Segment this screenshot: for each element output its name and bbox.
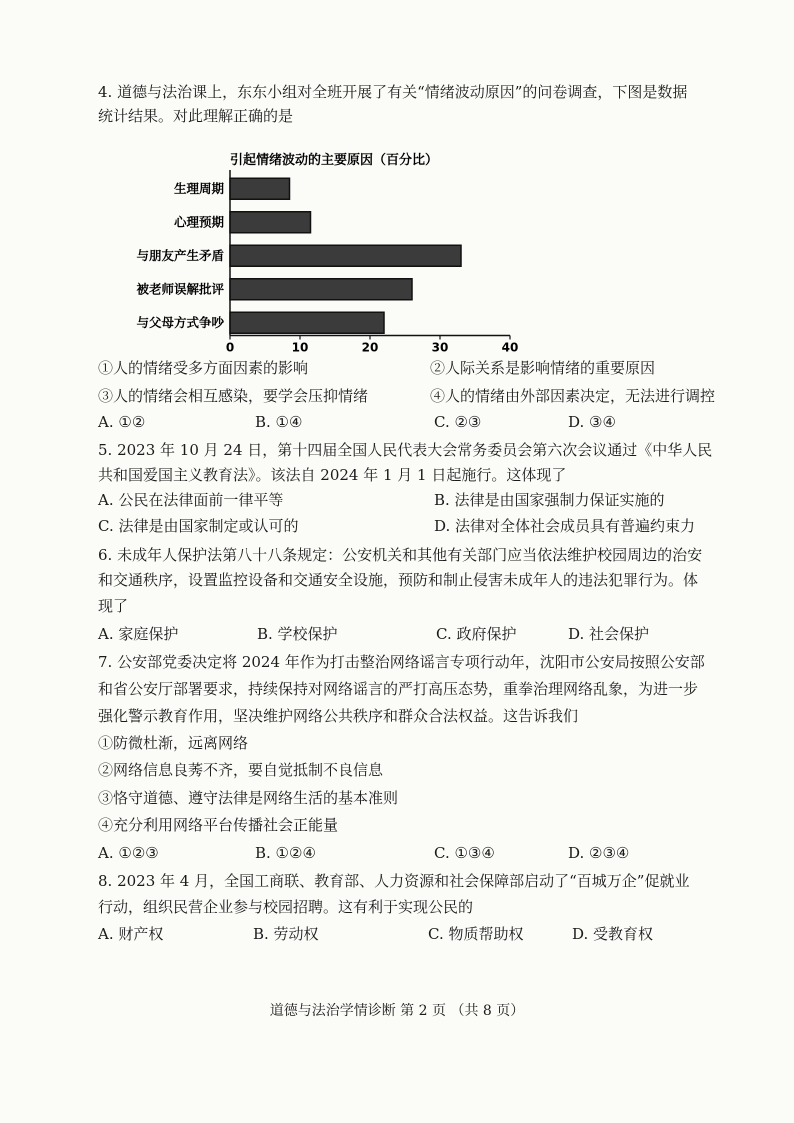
q5-option-d[interactable]: D. 法律对全体社会成员具有普遍约束力 [434,517,696,535]
q7-stem-line1: 7. 公安部党委决定将 2024 年作为打击整治网络谣言专项行动年，沈阳市公安局按照公安部 [98,653,705,671]
q4-option-d[interactable]: D. ③④ [568,413,616,431]
q8-option-d[interactable]: D. 受教育权 [572,925,654,943]
q5-option-a[interactable]: A. 公民在法律面前一律平等 [98,491,284,509]
x-tick-label-0: 0 [225,340,235,355]
q7-statement-2: ②网络信息良莠不齐，要自觉抵制不良信息 [98,761,384,779]
x-tick-label-40: 40 [501,340,519,355]
bar-4 [230,279,412,300]
q4-statement-2: ②人际关系是影响情绪的重要原因 [430,359,656,377]
emotion-cause-chart [100,146,530,355]
x-tick-label-20: 20 [361,340,379,355]
category-label-2: 心理预期 [173,214,224,230]
q7-option-a[interactable]: A. ①②③ [98,844,159,862]
q7-option-b[interactable]: B. ①②④ [255,844,316,862]
x-tick-label-10: 10 [291,340,309,355]
q8-stem-line1: 8. 2023 年 4 月，全国工商联、教育部、人力资源和社会保障部启动了“百城万企”促就业 [98,872,690,890]
q7-statement-4: ④充分利用网络平台传播社会正能量 [98,816,339,834]
q7-option-d[interactable]: D. ②③④ [568,844,630,862]
q6-stem-line3: 现了 [98,597,129,615]
q6-option-a[interactable]: A. 家庭保护 [98,625,179,643]
q8-option-b[interactable]: B. 劳动权 [253,925,319,943]
q4-stem-line1: 4. 道德与法治课上，东东小组对全班开展了有关“情绪波动原因”的问卷调查，下图是数据 [98,83,688,101]
x-tick-label-30: 30 [431,340,449,355]
q6-option-b[interactable]: B. 学校保护 [257,625,338,643]
q8-option-c[interactable]: C. 物质帮助权 [428,925,524,943]
q6-option-c[interactable]: C. 政府保护 [436,625,517,643]
q7-statement-1: ①防微杜渐，远离网络 [98,734,249,752]
category-label-4: 被老师误解批评 [136,281,224,297]
page-footer: 道德与法治学情诊断 第 2 页 （共 8 页） [269,1003,525,1019]
category-label-1: 生理周期 [173,180,224,196]
category-label-5: 与父母方式争吵 [136,314,224,330]
q5-stem-line2: 共和国爱国主义教育法》。该法自 2024 年 1 月 1 日起施行。这体现了 [98,466,567,484]
bar-3 [230,245,461,266]
chart-title: 引起情绪波动的主要原因（百分比） [230,153,439,168]
q5-stem-line1: 5. 2023 年 10 月 24 日，第十四届全国人民代表大会常务委员会第六次会议通过《中华人民 [98,441,713,459]
q4-option-a[interactable]: A. ①② [98,413,146,431]
q8-stem-line2: 行动，组织民营企业参与校园招聘。这有利于实现公民的 [98,898,474,916]
q4-option-b[interactable]: B. ①④ [255,413,303,431]
q7-stem-line3: 强化警示教育作用，坚决维护网络公共秩序和群众合法权益。这告诉我们 [98,707,579,725]
q7-stem-line2: 和省公安厅部署要求，持续保持对网络谣言的严打高压态势，重拳治理网络乱象，为进一步 [98,680,699,698]
q4-statement-1: ①人的情绪受多方面因素的影响 [98,359,309,377]
q4-stem-line2: 统计结果。对此理解正确的是 [98,107,294,125]
q6-option-d[interactable]: D. 社会保护 [568,625,650,643]
q8-option-a[interactable]: A. 财产权 [98,925,164,943]
bar-5 [230,312,384,333]
q4-option-c[interactable]: C. ②③ [434,413,482,431]
q6-stem-line2: 和交通秩序，设置监控设备和交通安全设施，预防和制止侵害未成年人的违法犯罪行为。体 [98,571,699,589]
bar-1 [230,178,290,199]
q4-statement-4: ④人的情绪由外部因素决定，无法进行调控 [430,387,716,405]
bar-2 [230,212,311,233]
q6-stem-line1: 6. 未成年人保护法第八十八条规定：公安机关和其他有关部门应当依法维护校园周边的治安 [98,546,703,564]
q4-statement-3: ③人的情绪会相互感染，要学会压抑情绪 [98,387,369,405]
q5-option-b[interactable]: B. 法律是由国家强制力保证实施的 [434,491,665,509]
q5-option-c[interactable]: C. 法律是由国家制定或认可的 [98,517,299,535]
category-label-3: 与朋友产生矛盾 [136,247,224,263]
q7-option-c[interactable]: C. ①③④ [434,844,495,862]
q7-statement-3: ③恪守道德、遵守法律是网络生活的基本准则 [98,789,399,807]
